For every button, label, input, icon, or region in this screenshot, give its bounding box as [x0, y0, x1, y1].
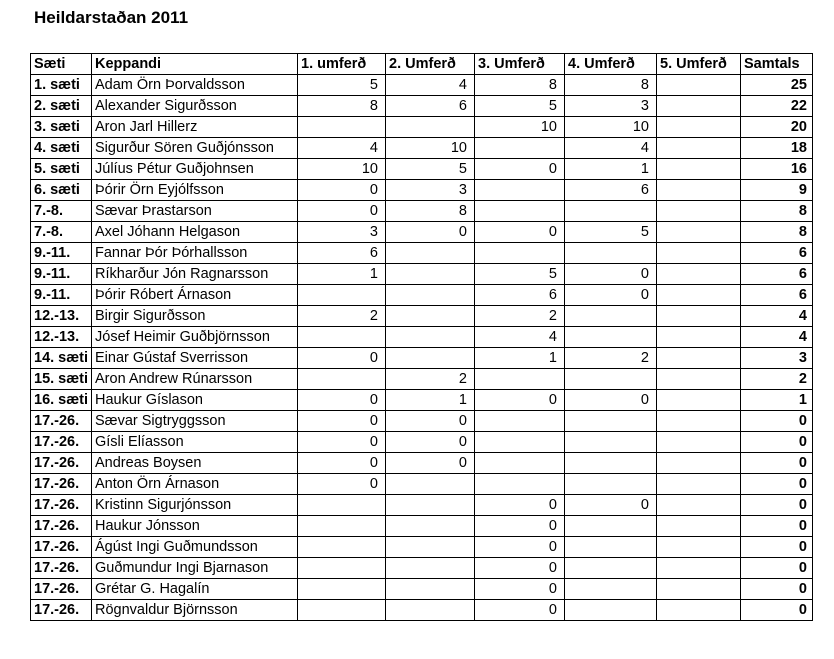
competitor-cell: Sigurður Sören Guðjónsson — [92, 138, 298, 159]
round-2-cell: 6 — [386, 96, 475, 117]
round-2-cell — [386, 327, 475, 348]
round-5-cell — [657, 495, 741, 516]
table-row — [31, 243, 813, 264]
round-4-cell: 0 — [565, 495, 657, 516]
round-5-cell — [657, 75, 741, 96]
competitor-cell: Þórir Örn Eyjólfsson — [92, 180, 298, 201]
total-cell: 6 — [741, 285, 813, 306]
table-row — [31, 600, 813, 621]
round-3-cell — [475, 180, 565, 201]
competitor-cell: Sævar Þrastarson — [92, 201, 298, 222]
round-3-cell — [475, 138, 565, 159]
rank-cell: 9.-11. — [31, 285, 92, 306]
round-5-cell — [657, 369, 741, 390]
round-4-cell — [565, 243, 657, 264]
round-5-cell — [657, 390, 741, 411]
competitor-cell: Haukur Gíslason — [92, 390, 298, 411]
table-row — [31, 75, 813, 96]
header-round-3: 3. Umferð — [475, 54, 565, 75]
table-row — [31, 453, 813, 474]
rank-cell: 17.-26. — [31, 579, 92, 600]
round-5-cell — [657, 558, 741, 579]
round-3-cell: 0 — [475, 600, 565, 621]
round-5-cell — [657, 348, 741, 369]
rank-cell: 17.-26. — [31, 558, 92, 579]
round-1-cell: 5 — [298, 75, 386, 96]
round-3-cell: 0 — [475, 558, 565, 579]
round-1-cell: 0 — [298, 201, 386, 222]
rank-cell: 15. sæti — [31, 369, 92, 390]
table-row — [31, 474, 813, 495]
round-4-cell — [565, 537, 657, 558]
total-cell: 25 — [741, 75, 813, 96]
table-row — [31, 495, 813, 516]
round-3-cell: 2 — [475, 306, 565, 327]
round-5-cell — [657, 201, 741, 222]
round-2-cell: 4 — [386, 75, 475, 96]
round-3-cell: 0 — [475, 495, 565, 516]
round-2-cell: 2 — [386, 369, 475, 390]
competitor-cell: Fannar Þór Þórhallsson — [92, 243, 298, 264]
round-5-cell — [657, 432, 741, 453]
header-round-2: 2. Umferð — [386, 54, 475, 75]
rank-cell: 4. sæti — [31, 138, 92, 159]
table-row — [31, 411, 813, 432]
round-5-cell — [657, 222, 741, 243]
rank-cell: 17.-26. — [31, 495, 92, 516]
round-3-cell: 6 — [475, 285, 565, 306]
rank-cell: 7.-8. — [31, 201, 92, 222]
rank-cell: 17.-26. — [31, 411, 92, 432]
round-3-cell — [475, 201, 565, 222]
competitor-cell: Júlíus Pétur Guðjohnsen — [92, 159, 298, 180]
table-row — [31, 285, 813, 306]
total-cell: 4 — [741, 306, 813, 327]
round-1-cell: 0 — [298, 411, 386, 432]
table-row — [31, 222, 813, 243]
round-2-cell — [386, 474, 475, 495]
table-row — [31, 432, 813, 453]
round-1-cell: 0 — [298, 432, 386, 453]
round-3-cell — [475, 369, 565, 390]
round-5-cell — [657, 537, 741, 558]
header-rank: Sæti — [31, 54, 92, 75]
round-2-cell: 3 — [386, 180, 475, 201]
round-2-cell: 10 — [386, 138, 475, 159]
round-5-cell — [657, 243, 741, 264]
total-cell: 0 — [741, 453, 813, 474]
round-1-cell: 0 — [298, 348, 386, 369]
total-cell: 22 — [741, 96, 813, 117]
rank-cell: 7.-8. — [31, 222, 92, 243]
rank-cell: 5. sæti — [31, 159, 92, 180]
header-round-1: 1. umferð — [298, 54, 386, 75]
round-3-cell: 1 — [475, 348, 565, 369]
round-2-cell — [386, 558, 475, 579]
round-3-cell — [475, 453, 565, 474]
table-row — [31, 369, 813, 390]
round-3-cell: 5 — [475, 264, 565, 285]
total-cell: 3 — [741, 348, 813, 369]
competitor-cell: Guðmundur Ingi Bjarnason — [92, 558, 298, 579]
round-4-cell — [565, 201, 657, 222]
round-3-cell — [475, 243, 565, 264]
round-5-cell — [657, 306, 741, 327]
total-cell: 0 — [741, 411, 813, 432]
header-total: Samtals — [741, 54, 813, 75]
round-2-cell: 0 — [386, 222, 475, 243]
total-cell: 2 — [741, 369, 813, 390]
round-3-cell — [475, 474, 565, 495]
rank-cell: 12.-13. — [31, 327, 92, 348]
total-cell: 8 — [741, 222, 813, 243]
table-row — [31, 348, 813, 369]
round-4-cell — [565, 327, 657, 348]
competitor-cell: Rögnvaldur Björnsson — [92, 600, 298, 621]
round-5-cell — [657, 264, 741, 285]
round-1-cell: 6 — [298, 243, 386, 264]
round-4-cell — [565, 369, 657, 390]
table-row — [31, 180, 813, 201]
round-5-cell — [657, 327, 741, 348]
round-1-cell: 8 — [298, 96, 386, 117]
round-3-cell: 0 — [475, 222, 565, 243]
rank-cell: 17.-26. — [31, 474, 92, 495]
round-5-cell — [657, 453, 741, 474]
round-4-cell: 0 — [565, 285, 657, 306]
round-5-cell — [657, 579, 741, 600]
total-cell: 18 — [741, 138, 813, 159]
round-4-cell: 5 — [565, 222, 657, 243]
competitor-cell: Ríkharður Jón Ragnarsson — [92, 264, 298, 285]
round-2-cell: 0 — [386, 411, 475, 432]
round-1-cell: 4 — [298, 138, 386, 159]
total-cell: 6 — [741, 243, 813, 264]
round-1-cell — [298, 537, 386, 558]
competitor-cell: Axel Jóhann Helgason — [92, 222, 298, 243]
round-5-cell — [657, 411, 741, 432]
total-cell: 0 — [741, 537, 813, 558]
page-title: Heildarstaðan 2011 — [34, 8, 189, 27]
round-1-cell — [298, 327, 386, 348]
round-2-cell: 1 — [386, 390, 475, 411]
competitor-cell: Andreas Boysen — [92, 453, 298, 474]
round-5-cell — [657, 180, 741, 201]
competitor-cell: Ágúst Ingi Guðmundsson — [92, 537, 298, 558]
rank-cell: 1. sæti — [31, 75, 92, 96]
competitor-cell: Haukur Jónsson — [92, 516, 298, 537]
round-5-cell — [657, 159, 741, 180]
round-3-cell: 10 — [475, 117, 565, 138]
round-1-cell: 0 — [298, 453, 386, 474]
table-row — [31, 558, 813, 579]
round-4-cell: 10 — [565, 117, 657, 138]
round-4-cell — [565, 600, 657, 621]
round-2-cell — [386, 264, 475, 285]
rank-cell: 17.-26. — [31, 453, 92, 474]
round-1-cell — [298, 516, 386, 537]
round-4-cell — [565, 516, 657, 537]
round-4-cell: 8 — [565, 75, 657, 96]
rank-cell: 17.-26. — [31, 600, 92, 621]
total-cell: 0 — [741, 600, 813, 621]
round-5-cell — [657, 474, 741, 495]
round-1-cell — [298, 495, 386, 516]
round-2-cell: 0 — [386, 453, 475, 474]
table-row — [31, 117, 813, 138]
round-4-cell: 1 — [565, 159, 657, 180]
round-3-cell: 5 — [475, 96, 565, 117]
competitor-cell: Grétar G. Hagalín — [92, 579, 298, 600]
round-4-cell: 2 — [565, 348, 657, 369]
table-row — [31, 579, 813, 600]
round-1-cell: 0 — [298, 474, 386, 495]
total-cell: 4 — [741, 327, 813, 348]
round-4-cell: 4 — [565, 138, 657, 159]
round-4-cell — [565, 411, 657, 432]
total-cell: 0 — [741, 432, 813, 453]
rank-cell: 12.-13. — [31, 306, 92, 327]
round-2-cell — [386, 306, 475, 327]
round-2-cell: 8 — [386, 201, 475, 222]
round-2-cell: 5 — [386, 159, 475, 180]
competitor-cell: Jósef Heimir Guðbjörnsson — [92, 327, 298, 348]
competitor-cell: Birgir Sigurðsson — [92, 306, 298, 327]
round-3-cell: 0 — [475, 390, 565, 411]
round-1-cell — [298, 285, 386, 306]
round-4-cell: 0 — [565, 264, 657, 285]
round-2-cell — [386, 537, 475, 558]
round-2-cell — [386, 579, 475, 600]
round-5-cell — [657, 96, 741, 117]
competitor-cell: Adam Örn Þorvaldsson — [92, 75, 298, 96]
total-cell: 0 — [741, 495, 813, 516]
total-cell: 16 — [741, 159, 813, 180]
table-row — [31, 537, 813, 558]
round-2-cell — [386, 117, 475, 138]
table-row — [31, 390, 813, 411]
round-2-cell — [386, 516, 475, 537]
round-1-cell: 2 — [298, 306, 386, 327]
round-3-cell: 0 — [475, 579, 565, 600]
round-2-cell — [386, 348, 475, 369]
standings-table — [30, 53, 813, 621]
rank-cell: 2. sæti — [31, 96, 92, 117]
header-row — [31, 54, 813, 75]
competitor-cell: Alexander Sigurðsson — [92, 96, 298, 117]
round-1-cell — [298, 369, 386, 390]
round-4-cell: 3 — [565, 96, 657, 117]
rank-cell: 9.-11. — [31, 243, 92, 264]
round-3-cell: 0 — [475, 516, 565, 537]
table-row — [31, 264, 813, 285]
table-row — [31, 516, 813, 537]
rank-cell: 3. sæti — [31, 117, 92, 138]
round-4-cell — [565, 558, 657, 579]
rank-cell: 17.-26. — [31, 537, 92, 558]
round-1-cell: 1 — [298, 264, 386, 285]
round-3-cell: 8 — [475, 75, 565, 96]
round-1-cell: 0 — [298, 180, 386, 201]
table-row — [31, 138, 813, 159]
competitor-cell: Þórir Róbert Árnason — [92, 285, 298, 306]
rank-cell: 14. sæti — [31, 348, 92, 369]
round-3-cell — [475, 432, 565, 453]
round-4-cell — [565, 474, 657, 495]
rank-cell: 9.-11. — [31, 264, 92, 285]
round-1-cell — [298, 579, 386, 600]
header-competitor: Keppandi — [92, 54, 298, 75]
total-cell: 20 — [741, 117, 813, 138]
rank-cell: 17.-26. — [31, 516, 92, 537]
total-cell: 0 — [741, 558, 813, 579]
competitor-cell: Sævar Sigtryggsson — [92, 411, 298, 432]
competitor-cell: Einar Gústaf Sverrisson — [92, 348, 298, 369]
round-2-cell — [386, 285, 475, 306]
round-1-cell — [298, 558, 386, 579]
header-round-4: 4. Umferð — [565, 54, 657, 75]
round-1-cell — [298, 117, 386, 138]
round-3-cell — [475, 411, 565, 432]
total-cell: 1 — [741, 390, 813, 411]
round-1-cell: 0 — [298, 390, 386, 411]
round-4-cell: 0 — [565, 390, 657, 411]
rank-cell: 17.-26. — [31, 432, 92, 453]
total-cell: 0 — [741, 516, 813, 537]
table-row — [31, 327, 813, 348]
total-cell: 6 — [741, 264, 813, 285]
round-5-cell — [657, 117, 741, 138]
round-3-cell: 0 — [475, 159, 565, 180]
round-1-cell: 3 — [298, 222, 386, 243]
competitor-cell: Kristinn Sigurjónsson — [92, 495, 298, 516]
rank-cell: 6. sæti — [31, 180, 92, 201]
round-5-cell — [657, 138, 741, 159]
round-1-cell: 10 — [298, 159, 386, 180]
round-2-cell: 0 — [386, 432, 475, 453]
competitor-cell: Aron Andrew Rúnarsson — [92, 369, 298, 390]
competitor-cell: Gísli Elíasson — [92, 432, 298, 453]
round-2-cell — [386, 495, 475, 516]
rank-cell: 16. sæti — [31, 390, 92, 411]
table-row — [31, 201, 813, 222]
header-round-5: 5. Umferð — [657, 54, 741, 75]
round-2-cell — [386, 600, 475, 621]
round-4-cell — [565, 453, 657, 474]
competitor-cell: Aron Jarl Hillerz — [92, 117, 298, 138]
round-4-cell — [565, 579, 657, 600]
table-row — [31, 306, 813, 327]
round-4-cell — [565, 432, 657, 453]
total-cell: 0 — [741, 474, 813, 495]
round-5-cell — [657, 516, 741, 537]
competitor-cell: Anton Örn Árnason — [92, 474, 298, 495]
table-row — [31, 96, 813, 117]
round-3-cell: 4 — [475, 327, 565, 348]
round-3-cell: 0 — [475, 537, 565, 558]
round-1-cell — [298, 600, 386, 621]
total-cell: 0 — [741, 579, 813, 600]
round-5-cell — [657, 285, 741, 306]
round-4-cell: 6 — [565, 180, 657, 201]
table-row — [31, 159, 813, 180]
total-cell: 8 — [741, 201, 813, 222]
round-4-cell — [565, 306, 657, 327]
round-5-cell — [657, 600, 741, 621]
total-cell: 9 — [741, 180, 813, 201]
round-2-cell — [386, 243, 475, 264]
